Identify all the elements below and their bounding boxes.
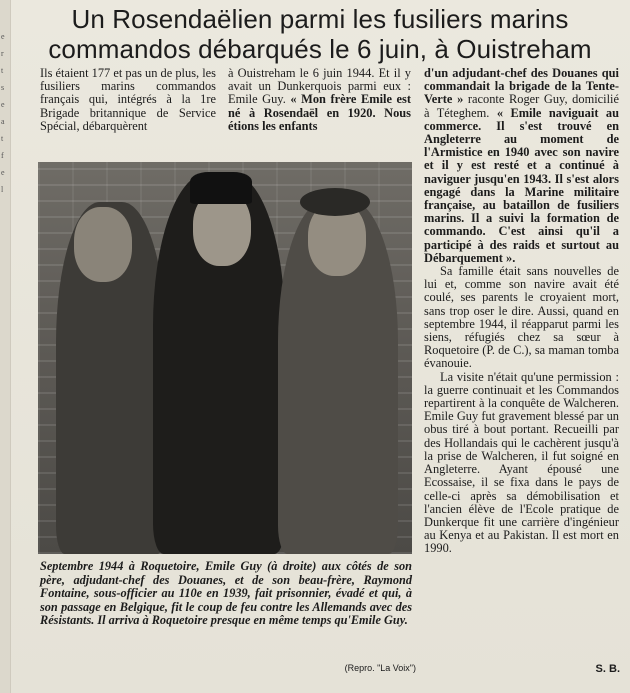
margin-fragment-text: e r t s e a t f e l: [1, 32, 5, 194]
column-2-quote: « Mon frère Emile est né à Rosendaël en 1920. Nous étions les enfants: [228, 92, 411, 133]
figure-right-beret: [300, 188, 370, 216]
column-2-normal-text: à Ouistreham le 6 juin 1944. Et il y avait un Dunkerquois parmi eux : Emile Guy.: [228, 66, 411, 107]
column-3-attribution: raconte Roger Guy, domicilié à Téteghem.: [424, 92, 619, 120]
headline-line-1: Un Rosendaëlien parmi les fusiliers marins: [71, 4, 569, 34]
article-headline: [20, 4, 620, 64]
photo-credit: (Repro. "La Voix"): [344, 663, 416, 673]
column-1-text: Ils étaient 177 et pas un de plus, les fusiliers marins commandos français qui, intégrés à la 1re Brigade britannique de Service Spécial, débarquèrent: [40, 66, 216, 133]
figure-left-soldier-head: [74, 207, 132, 282]
article-column-1: [40, 67, 216, 133]
author-signature: S. B.: [595, 663, 620, 675]
photo-caption: Septembre 1944 à Roquetoire, Emile Guy (à droite) aux côtés de son père, adjudant-chef des Douanes, et de son beau-frère, Raymond Fontaine, sous-officier au 110e en 1939, fait prisonnier, évadé et qui, à son passage en Belgique, fit le coup de feu contre les Allemands avec des Résistants. Il arriva à Roquetoire presque en même temps qu'Emile Guy.: [40, 559, 412, 628]
page-edge: [0, 0, 11, 693]
column-3-paragraph-1: [424, 67, 619, 265]
column-3-quote-b: « Emile naviguait au commerce. Il s'est trouvé en Angleterre au moment de l'Armistice en 1940 avec son navire et il y est resté et a continué à naviguer jusqu'en 1943. Il s'est alors engagé dans la Marine militaire française, au bataillon de fusiliers marins. Il a suivi la formation de commando. C'est ainsi qu'il a participé à des raids et surtout au Débarquement ».: [424, 105, 619, 265]
column-3-paragraph-3: La visite n'était qu'une permission : la guerre continuait et les Commandos repartirent à la conquête de Walcheren. Emile Guy fut gravement blessé par un obus tiré à bout portant. Recueilli par des Hollandais qui le cachèrent jusqu'à la prise de Walcheren, il fut soigné en Angleterre. Ayant épousé une Ecossaise, il se fixa dans le pays de celle-ci après sa démobilisation et l'ancien élève de l'Ecole pratique de Dunkerque fit une carrière d'ingénieur au Kenya et au Pakistan. Il est mort en 1990.: [424, 369, 619, 556]
column-3-paragraph-2: Sa famille était sans nouvelles de lui et, comme son navire avait été coulé, ses parents le croyaient mort, sans trop oser le dire. Aussi, quand en septembre 1944, il réapparut parmi les siens, réfugiés chez sa sœur à Roquetoire (P. de C.), sa maman tomba évanouie.: [424, 264, 619, 371]
column-3-quote-a: d'un adjudant-chef des Douanes qui commandait la brigade de la Tente-Verte »: [424, 66, 619, 107]
article-column-2: [228, 67, 411, 133]
headline-line-2: commandos débarqués le 6 juin, à Ouistreham: [48, 34, 592, 64]
historical-photograph: [38, 162, 412, 554]
article-column-3: [424, 67, 619, 556]
figure-center-kepi: [190, 172, 252, 204]
column-2-paragraph: [228, 67, 411, 133]
